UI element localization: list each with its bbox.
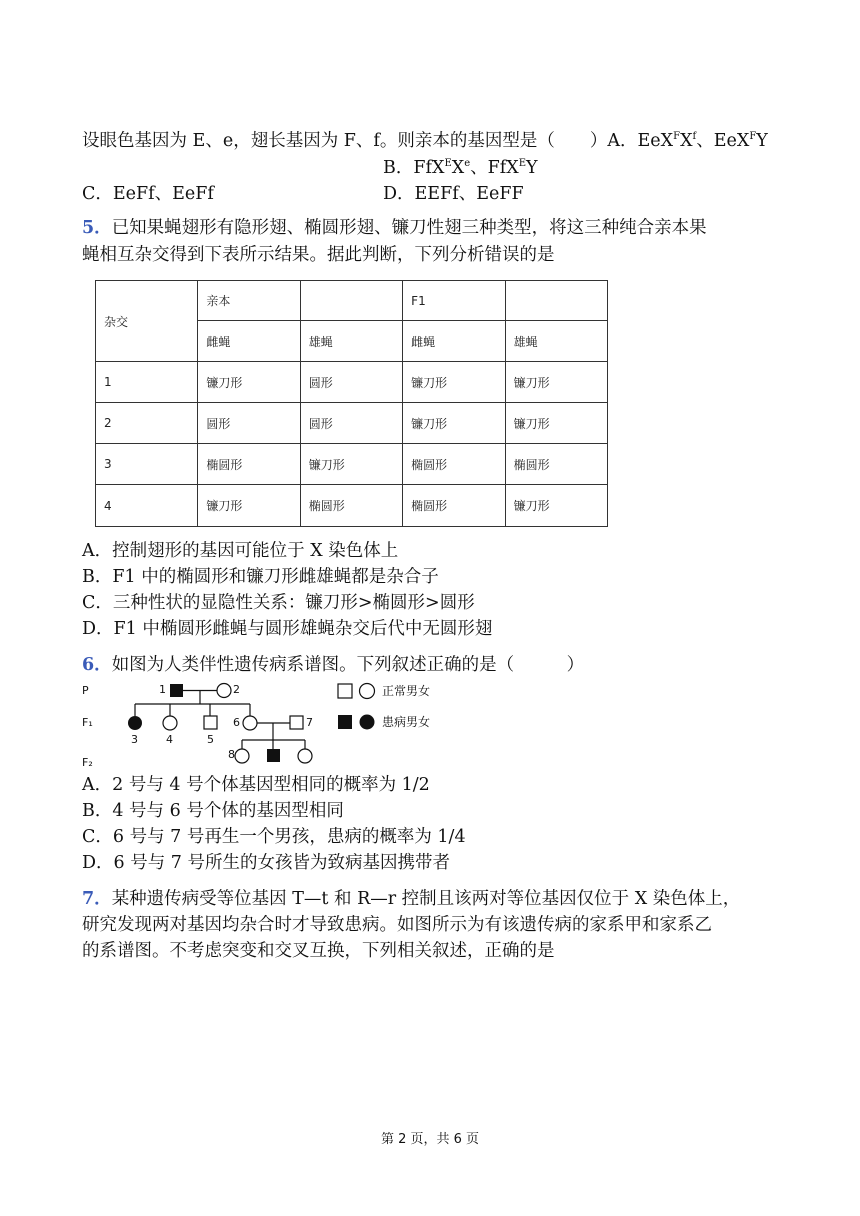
text: 、FfX bbox=[470, 158, 519, 178]
header-cell: 雌蝇 bbox=[198, 321, 300, 362]
sup: f bbox=[692, 131, 697, 142]
text: Y bbox=[756, 131, 768, 151]
normal-male-5 bbox=[204, 716, 217, 729]
table-cell: 镰刀形 bbox=[505, 485, 607, 527]
id-label: 6 bbox=[233, 716, 240, 729]
table-cell: 2 bbox=[96, 403, 198, 444]
table-cell: 3 bbox=[96, 444, 198, 485]
q4-stem-line bbox=[82, 130, 768, 152]
text: X bbox=[680, 131, 693, 151]
normal-female-f2 bbox=[298, 749, 312, 763]
id-label: 8 bbox=[228, 748, 235, 761]
table-cell: 圆形 bbox=[300, 403, 402, 444]
table-cell: 椭圆形 bbox=[403, 444, 505, 485]
table-cell: 椭圆形 bbox=[505, 444, 607, 485]
table-cell: 镰刀形 bbox=[403, 362, 505, 403]
header-cell: 雄蝇 bbox=[300, 321, 402, 362]
sup: E bbox=[518, 158, 527, 169]
table-cell: 圆形 bbox=[198, 403, 300, 444]
q6-option-a: A．2 号与 4 号个体基因型相同的概率为 1/2 bbox=[82, 775, 430, 795]
q5-option-c: C．三种性状的显隐性关系：镰刀形>椭圆形>圆形 bbox=[82, 593, 475, 613]
normal-female-4 bbox=[163, 716, 177, 730]
table-cell: 椭圆形 bbox=[198, 444, 300, 485]
normal-female-6 bbox=[243, 716, 257, 730]
table-cell: 镰刀形 bbox=[505, 362, 607, 403]
cross-results-table bbox=[95, 280, 608, 527]
table-row bbox=[96, 444, 608, 485]
text: 如图为人类伴性遗传病系谱图。下列叙述正确的是（ ） bbox=[111, 655, 585, 675]
sup: F bbox=[673, 131, 681, 142]
header-cell: 雄蝇 bbox=[505, 321, 607, 362]
id-label: 7 bbox=[306, 716, 313, 729]
q5-option-d: D．F1 中椭圆形雌蝇与圆形雄蝇杂交后代中无圆形翅 bbox=[82, 619, 493, 639]
table-header-row bbox=[96, 281, 608, 321]
legend-normal-female-icon bbox=[360, 684, 375, 699]
normal-female-8 bbox=[235, 749, 249, 763]
text: Y bbox=[526, 158, 538, 178]
text: B．FfX bbox=[383, 158, 445, 178]
table-row bbox=[96, 403, 608, 444]
q5-stem-line-2: 蝇相互杂交得到下表所示结果。据此判断，下列分析错误的是 bbox=[82, 245, 555, 265]
id-label: 3 bbox=[131, 733, 138, 746]
id-label: 4 bbox=[166, 733, 173, 746]
table-cell: 镰刀形 bbox=[198, 362, 300, 403]
q5-option-b: B．F1 中的椭圆形和镰刀形雌雄蝇都是杂合子 bbox=[82, 567, 439, 587]
q5-option-a: A．控制翅形的基因可能位于 X 染色体上 bbox=[82, 541, 399, 561]
text: 某种遗传病受等位基因 T—t 和 R—r 控制且该两对等位基因仅位于 X 染色体上， bbox=[111, 889, 741, 909]
table-cell: 圆形 bbox=[300, 362, 402, 403]
table-cell: 椭圆形 bbox=[403, 485, 505, 527]
text: 、EeX bbox=[696, 131, 750, 151]
q6-option-c: C．6 号与 7 号再生一个男孩，患病的概率为 1/4 bbox=[82, 827, 466, 847]
header-cell: F1 bbox=[403, 281, 505, 321]
gen-label-p: P bbox=[82, 684, 89, 697]
affected-male-1 bbox=[170, 684, 183, 697]
q4-option-c: C．EeFf、EeFf bbox=[82, 184, 214, 204]
affected-female-3 bbox=[128, 716, 142, 730]
q4-stem-text: 设眼色基因为 E、e，翅长基因为 F、f。则亲本的基因型是（ ）A．EeX bbox=[82, 131, 674, 151]
normal-female-2 bbox=[217, 684, 231, 698]
q4-option-b bbox=[383, 157, 538, 179]
id-label: 5 bbox=[207, 733, 214, 746]
sup: E bbox=[444, 158, 452, 169]
legend-normal-label: 正常男女 bbox=[382, 684, 431, 698]
table-cell: 镰刀形 bbox=[300, 444, 402, 485]
legend-affected-male-icon bbox=[338, 715, 352, 729]
question-number: 6． bbox=[82, 655, 112, 675]
table-cell: 4 bbox=[96, 485, 198, 527]
header-cell bbox=[300, 281, 402, 321]
table-cell: 镰刀形 bbox=[198, 485, 300, 527]
legend-affected-female-icon bbox=[360, 715, 375, 730]
header-cell: 亲本 bbox=[198, 281, 300, 321]
page-footer: 第 2 页，共 6 页 bbox=[380, 1132, 480, 1147]
table-row bbox=[96, 362, 608, 403]
sup: F bbox=[749, 131, 757, 142]
affected-male-f2 bbox=[267, 749, 280, 762]
header-cell: 杂交 bbox=[96, 281, 198, 362]
q6-option-d: D．6 号与 7 号所生的女孩皆为致病基因携带者 bbox=[82, 853, 450, 873]
legend-normal-male-icon bbox=[338, 684, 352, 698]
question-number: 5． bbox=[82, 218, 112, 238]
table-cell: 镰刀形 bbox=[505, 403, 607, 444]
id-label: 1 bbox=[159, 683, 166, 696]
gen-label-f2: F₂ bbox=[82, 756, 93, 769]
id-label: 2 bbox=[233, 683, 240, 696]
pedigree-chart bbox=[80, 678, 460, 770]
header-cell bbox=[505, 281, 607, 321]
sup: e bbox=[464, 158, 471, 169]
table-cell: 椭圆形 bbox=[300, 485, 402, 527]
text: X bbox=[451, 158, 465, 178]
table-row bbox=[96, 485, 608, 527]
normal-male-7 bbox=[290, 716, 303, 729]
q4-option-d: D．EEFf、EeFF bbox=[383, 184, 524, 204]
q7-stem-line-3: 的系谱图。不考虑突变和交叉互换，下列相关叙述，正确的是 bbox=[82, 941, 555, 961]
q7-stem-line-1 bbox=[82, 888, 740, 910]
q6-stem bbox=[82, 654, 584, 676]
table-cell: 1 bbox=[96, 362, 198, 403]
question-number: 7． bbox=[82, 889, 112, 909]
q7-stem-line-2: 研究发现两对基因均杂合时才导致患病。如图所示为有该遗传病的家系甲和家系乙 bbox=[82, 915, 712, 935]
table-cell: 镰刀形 bbox=[403, 403, 505, 444]
q6-option-b: B．4 号与 6 号个体的基因型相同 bbox=[82, 801, 344, 821]
legend-affected-label: 患病男女 bbox=[382, 715, 431, 729]
q5-stem-line-1 bbox=[82, 217, 707, 239]
gen-label-f1: F₁ bbox=[82, 716, 93, 729]
header-cell: 雌蝇 bbox=[403, 321, 505, 362]
text: 已知果蝇翅形有隐形翅、椭圆形翅、镰刀性翅三种类型，将这三种纯合亲本果 bbox=[111, 218, 707, 238]
